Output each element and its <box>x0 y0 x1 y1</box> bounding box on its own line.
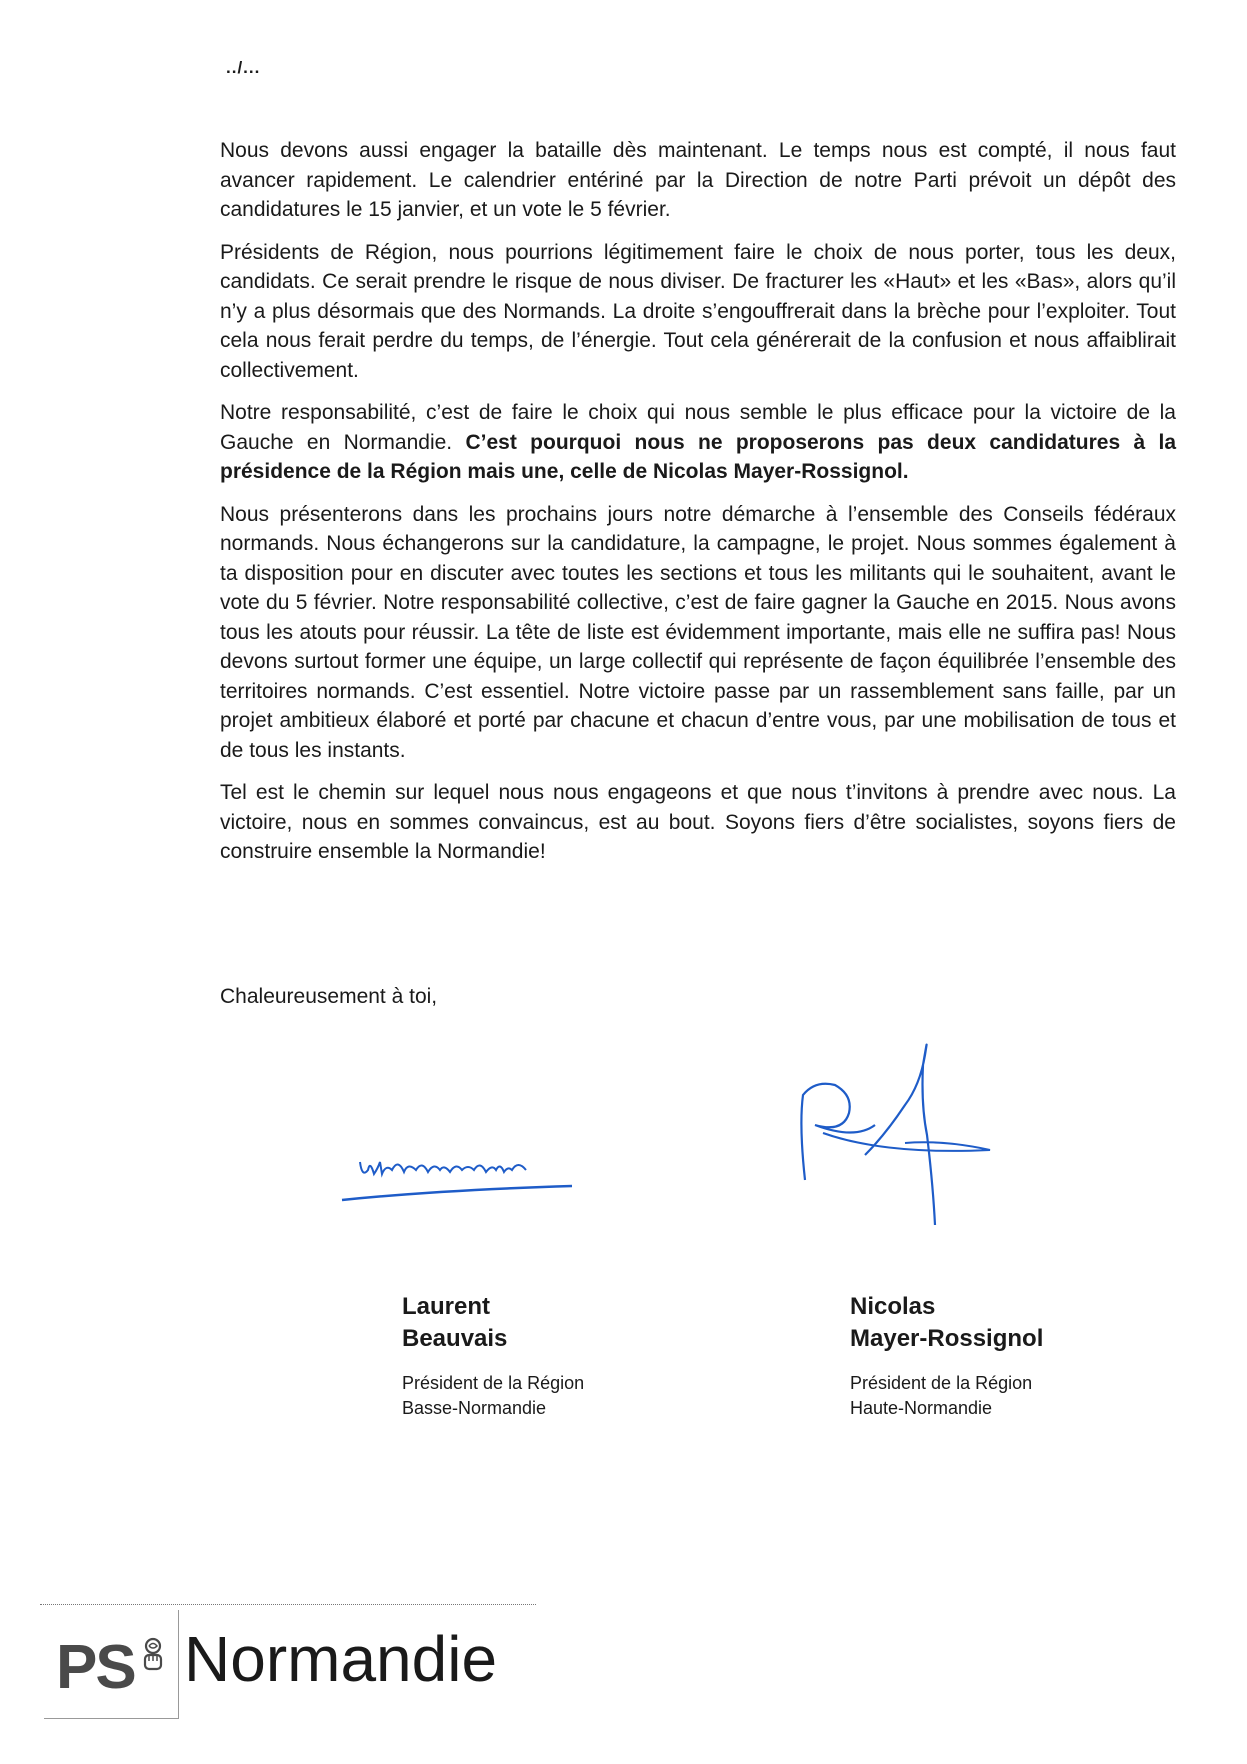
signatory-2-last-name: Mayer-Rossignol <box>850 1325 1044 1352</box>
rose-fist-icon <box>138 1637 168 1678</box>
paragraph-4: Nous présenterons dans les prochains jours notre démarche à l’ensemble des Conseils fédéraux normands. Nous échangerons sur la candidature, la campagne, le projet. Nous sommes également à ta disposition pour en discuter avec toutes les sections et tous les militants qui le souhaitent, avant le vote du 5 février. Notre responsabilité collective, c’est de faire gagner la Gauche en 2015. Nous avons tous les atouts pour réussir. La tête de liste est évidemment importante, mais elle ne suffira pas! Nous devons surtout former une équipe, un large collectif qui représente de façon équilibrée l’ensemble des territoires normands. C’est essentiel. Notre victoire passe par un rassemblement sans faille, par un projet ambitieux élaboré et porté par chacune et chacun d’entre vous, par une mobilisation de tous et de tous les instants. <box>220 502 1176 762</box>
paragraph-1: Nous devons aussi engager la bataille dès maintenant. Le temps nous est compté, il nous faut avancer rapidement. Le calendrier entériné par la Direction de notre Parti prévoit un dépôt des candidatures le 15 janvier, et un vote le 5 février. <box>220 139 1176 221</box>
continuation-mark: ../... <box>226 58 261 77</box>
region-name: Normandie <box>184 1623 498 1695</box>
paragraph-5: Tel est le chemin sur lequel nous nous engageons et que nous t’invitons à prendre avec nous. La victoire, nous en sommes convaincus, est au bout. Soyons fiers d’être socialistes, soyons fiers de construire ensemble la Normandie! <box>220 781 1176 863</box>
signatory-1-first-name: Laurent <box>402 1293 491 1320</box>
signatory-1-title-line1: Président de la Région <box>402 1373 585 1393</box>
footer-divider <box>40 1604 536 1605</box>
signatory-1 <box>402 1291 584 1421</box>
paragraph-3-bold: C’est pourquoi nous ne proposerons pas deux candidatures à la présidence de la Région mais une, celle de Nicolas Mayer-Rossignol. <box>220 430 1176 483</box>
closing-salutation: Chaleureusement à toi, <box>220 985 438 1008</box>
paragraph-3-normal: Notre responsabilité, c’est de faire le choix qui nous semble le plus efficace pour la victoire de la Gauche en Normandie. <box>220 401 1176 454</box>
signatory-2-title-line1: Président de la Région <box>850 1373 1033 1393</box>
signatory-1-last-name: Beauvais <box>402 1325 508 1352</box>
signatory-2 <box>850 1291 1043 1421</box>
paragraph-3 <box>220 398 1176 487</box>
signature-beauvais <box>340 1140 580 1210</box>
signatory-1-title-line2: Basse-Normandie <box>402 1398 547 1418</box>
signatory-2-title-line2: Haute-Normandie <box>850 1398 993 1418</box>
paragraph-2: Présidents de Région, nous pourrions légitimement faire le choix de nous porter, tous les deux, candidats. Ce serait prendre le risque de nous diviser. De fracturer les «Haut» et les «Bas», alors qu’il n’y a plus désormais que des Normands. La droite s’engouffrerait dans la brèche pour l’exploiter. Tout cela nous ferait perdre du temps, de l’énergie. Tout cela générerait de la confusion et nous affaiblirait collectivement. <box>220 240 1176 382</box>
letter-body <box>220 136 1176 880</box>
signature-mayer-rossignol <box>795 1025 1015 1235</box>
signatory-2-first-name: Nicolas <box>850 1293 936 1320</box>
ps-logo-text: PS <box>56 1633 135 1702</box>
